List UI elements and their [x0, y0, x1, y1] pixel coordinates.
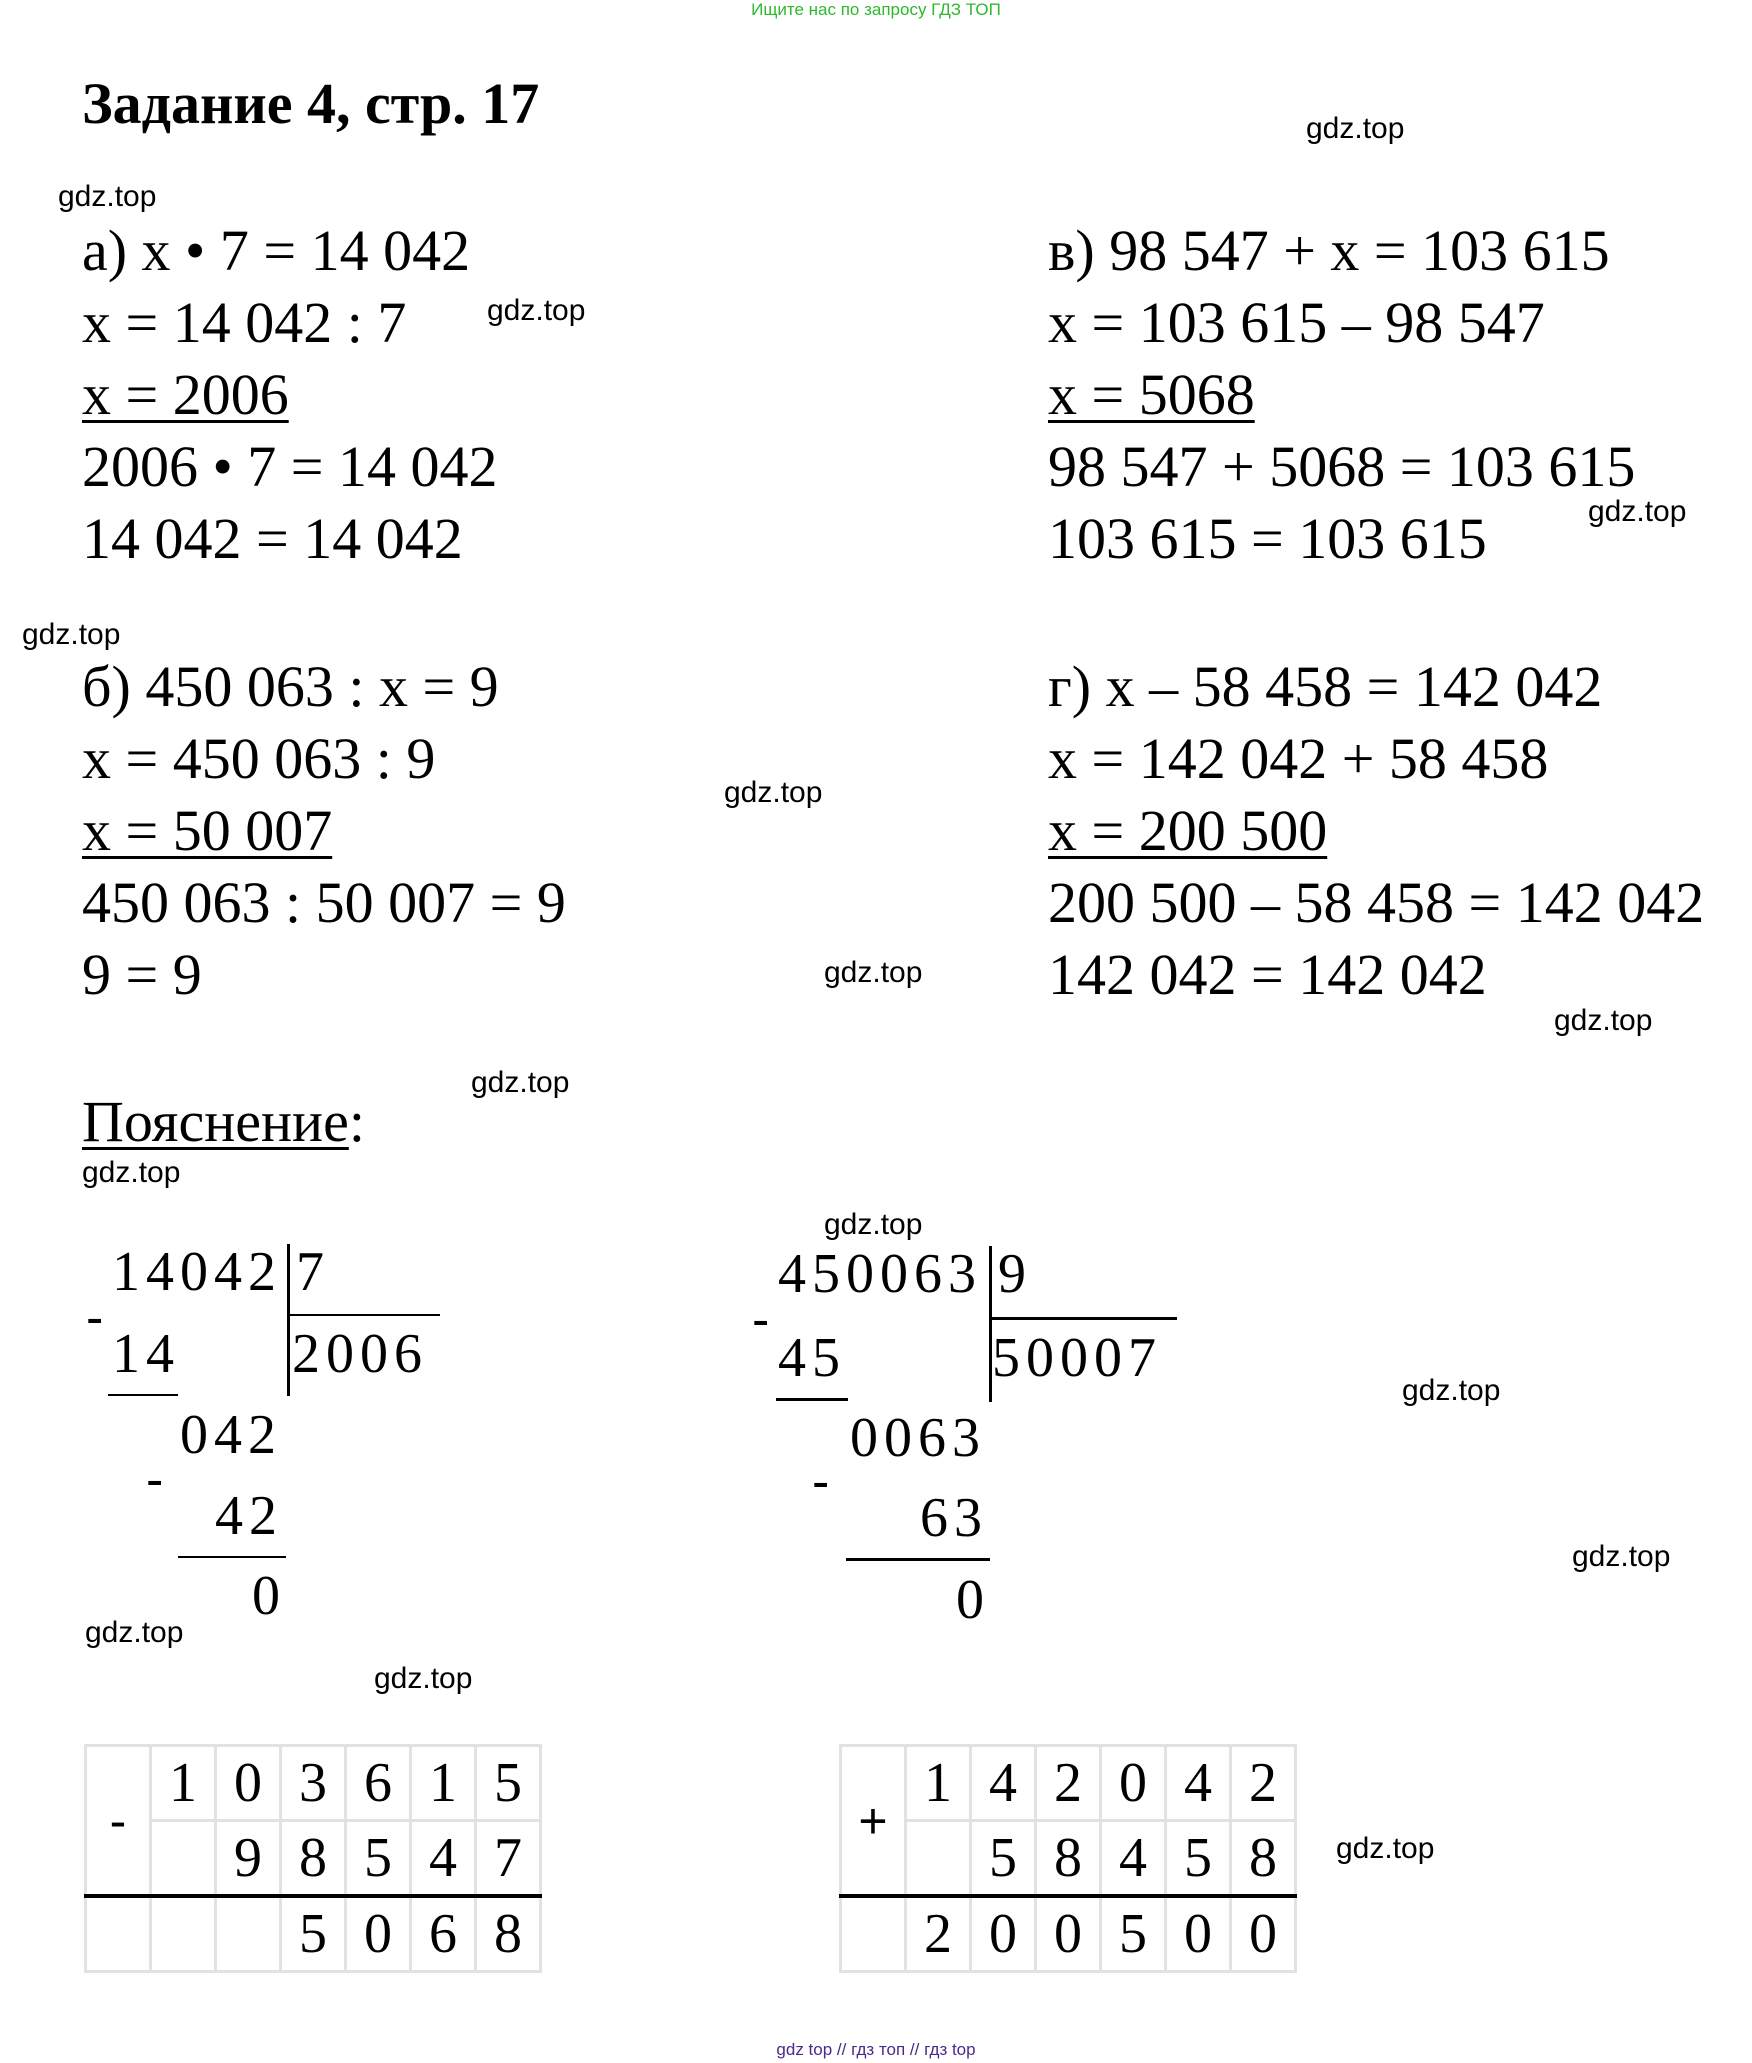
digit-cell: 5	[476, 1746, 541, 1821]
digit-cell: 0	[1036, 1896, 1101, 1972]
digit-cell: 0	[216, 1746, 281, 1821]
subtraction-line	[776, 1398, 848, 1401]
equation-answer: x = 5068	[1048, 362, 1255, 427]
digit-cell: 0	[971, 1896, 1036, 1972]
digit-cell: 2	[1231, 1746, 1296, 1821]
subtraction-line	[108, 1394, 178, 1396]
equation-line: а) x • 7 = 14 042	[82, 218, 471, 283]
equation-check: 14 042 = 14 042	[82, 506, 463, 571]
watermark: gdz.top	[1336, 1832, 1435, 1865]
divisor-line	[287, 1314, 440, 1316]
digit-cell: 6	[411, 1896, 476, 1972]
digit-cell: 6	[346, 1746, 411, 1821]
empty-cell	[841, 1896, 906, 1972]
minus-sign: -	[146, 1451, 164, 1509]
digit-cell: 0	[1166, 1896, 1231, 1972]
watermark: gdz.top	[824, 1208, 923, 1241]
digit-cell: 5	[281, 1896, 346, 1972]
digit-cell: 8	[1231, 1821, 1296, 1897]
watermark: gdz.top	[1572, 1540, 1671, 1573]
digit-cell: 5	[346, 1821, 411, 1897]
dividend: 14042	[112, 1241, 282, 1303]
equation-line: в) 98 547 + x = 103 615	[1048, 218, 1610, 283]
digit-cell: 2	[906, 1896, 971, 1972]
equation-answer: x = 50 007	[82, 798, 333, 863]
divisor-line	[989, 1317, 1177, 1320]
equation-check: 450 063 : 50 007 = 9	[82, 870, 566, 935]
column-subtraction	[84, 1744, 542, 1973]
digit-cell: 8	[1036, 1821, 1101, 1897]
plus-sign: +	[841, 1746, 906, 1897]
digit-cell: 5	[971, 1821, 1036, 1897]
digit-cell: 4	[411, 1821, 476, 1897]
equation-check: 103 615 = 103 615	[1048, 506, 1487, 571]
digit-cell: 0	[346, 1896, 411, 1972]
equation-line: б) 450 063 : x = 9	[82, 654, 499, 719]
remainder: 042	[180, 1404, 282, 1466]
equation-check: 142 042 = 142 042	[1048, 942, 1487, 1007]
division-bar	[287, 1244, 290, 1396]
dividend: 450063	[778, 1243, 982, 1305]
equation-g	[1048, 651, 1704, 1011]
watermark: gdz.top	[22, 618, 121, 651]
digit-cell: 1	[411, 1746, 476, 1821]
digit-cell	[906, 1821, 971, 1897]
equation-answer: x = 2006	[82, 362, 289, 427]
equation-line: x = 103 615 – 98 547	[1048, 290, 1545, 355]
digit-cell	[216, 1896, 281, 1972]
minus-sign: -	[752, 1291, 770, 1349]
explanation-word: Пояснение	[82, 1089, 349, 1154]
minus-sign: -	[86, 1289, 104, 1347]
empty-cell	[86, 1896, 151, 1972]
top-banner: Ищите нас по запросу ГДЗ ТОП	[751, 0, 1001, 19]
equation-line: г) x – 58 458 = 142 042	[1048, 654, 1603, 719]
digit-cell: 9	[216, 1821, 281, 1897]
digit-cell: 8	[281, 1821, 346, 1897]
digit-cell: 4	[971, 1746, 1036, 1821]
watermark: gdz.top	[58, 180, 157, 213]
equation-line: x = 450 063 : 9	[82, 726, 436, 791]
equation-check: 9 = 9	[82, 942, 202, 1007]
divisor: 9	[998, 1243, 1032, 1305]
equation-b	[82, 651, 566, 1011]
equation-check: 98 547 + 5068 = 103 615	[1048, 434, 1636, 499]
equation-v	[1048, 215, 1635, 575]
equation-check: 200 500 – 58 458 = 142 042	[1048, 870, 1705, 935]
watermark: gdz.top	[82, 1156, 181, 1189]
subtrahend: 45	[778, 1327, 846, 1389]
equation-a	[82, 215, 498, 575]
equation-answer: x = 200 500	[1048, 798, 1328, 863]
watermark: gdz.top	[471, 1066, 570, 1099]
result: 0	[252, 1565, 286, 1627]
digit-cell: 1	[151, 1746, 216, 1821]
watermark: gdz.top	[374, 1662, 473, 1695]
digit-cell: 4	[1101, 1821, 1166, 1897]
quotient: 2006	[292, 1323, 428, 1385]
digit-cell: 1	[906, 1746, 971, 1821]
subtraction-line	[846, 1558, 990, 1561]
quotient: 50007	[992, 1327, 1162, 1389]
watermark: gdz.top	[824, 956, 923, 989]
watermark: gdz.top	[1588, 495, 1687, 528]
digit-cell: 0	[1231, 1896, 1296, 1972]
page-title: Задание 4, стр. 17	[82, 71, 540, 136]
equation-line: x = 14 042 : 7	[82, 290, 407, 355]
watermark: gdz.top	[85, 1616, 184, 1649]
watermark: gdz.top	[1554, 1004, 1653, 1037]
explanation-colon: :	[348, 1089, 365, 1154]
equation-check: 2006 • 7 = 14 042	[82, 434, 498, 499]
digit-cell: 5	[1166, 1821, 1231, 1897]
digit-cell: 2	[1036, 1746, 1101, 1821]
digit-cell: 7	[476, 1821, 541, 1897]
equation-line: x = 142 042 + 58 458	[1048, 726, 1549, 791]
watermark: gdz.top	[1306, 112, 1405, 145]
minus-sign: -	[86, 1746, 151, 1897]
explanation-heading	[82, 1088, 365, 1155]
subtrahend: 42	[215, 1485, 283, 1547]
column-addition	[839, 1744, 1297, 1973]
digit-cell: 4	[1166, 1746, 1231, 1821]
digit-cell: 8	[476, 1896, 541, 1972]
digit-cell: 0	[1101, 1746, 1166, 1821]
minus-sign: -	[812, 1453, 830, 1511]
subtraction-line	[178, 1556, 286, 1558]
divisor: 7	[296, 1241, 330, 1303]
digit-cell	[151, 1821, 216, 1897]
subtrahend: 63	[920, 1487, 988, 1549]
result: 0	[956, 1569, 990, 1631]
digit-cell: 5	[1101, 1896, 1166, 1972]
digit-cell: 3	[281, 1746, 346, 1821]
subtrahend: 14	[112, 1323, 180, 1385]
digit-cell	[151, 1896, 216, 1972]
watermark: gdz.top	[1402, 1374, 1501, 1407]
remainder: 0063	[850, 1407, 986, 1469]
watermark: gdz.top	[724, 776, 823, 809]
watermark: gdz.top	[487, 294, 586, 327]
bottom-banner: gdz top // гдз топ // гдз top	[776, 2040, 976, 2059]
